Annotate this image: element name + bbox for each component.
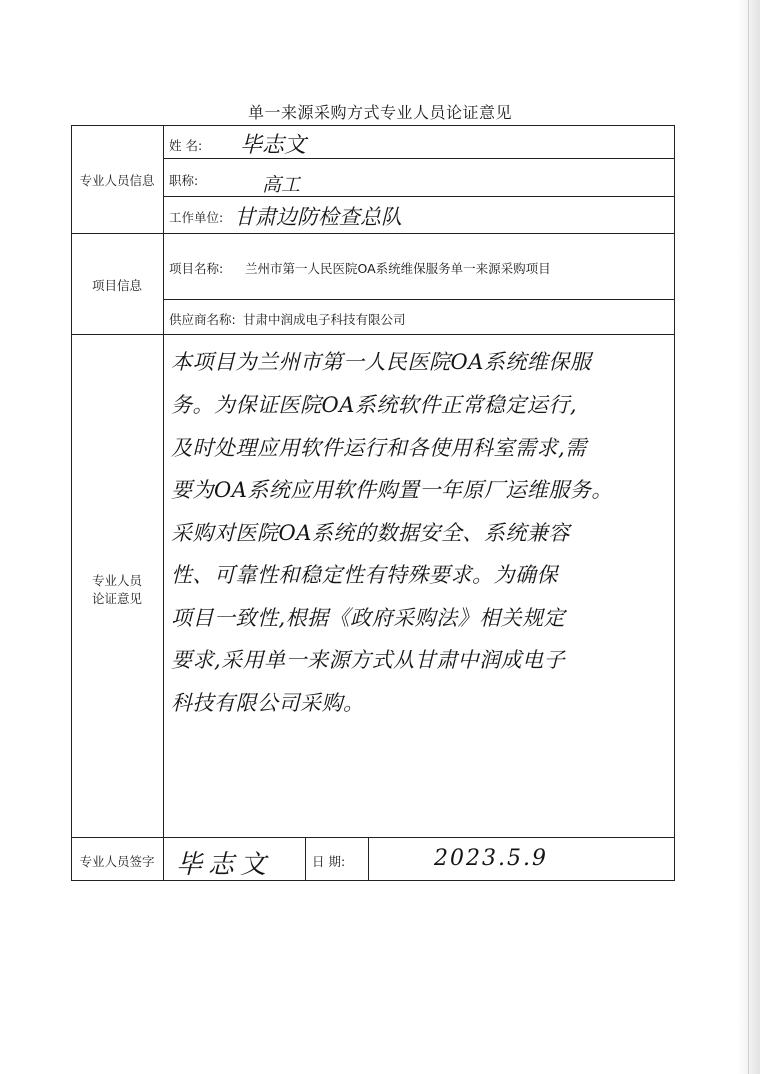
opinion-line: 要求,采用单一来源方式从甘肃中润成电子 bbox=[171, 648, 566, 672]
column-divider-date-label bbox=[305, 837, 306, 881]
row-divider-title bbox=[163, 196, 675, 197]
document-title: 单一来源采购方式专业人员论证意见 bbox=[247, 103, 512, 122]
date-label: 日 期: bbox=[312, 854, 346, 869]
opinion-line: 要为OA系统应用软件购置一年原厂运维服务。 bbox=[171, 478, 613, 502]
opinion-line: 项目一致性,根据《政府采购法》相关规定 bbox=[171, 606, 566, 630]
opinion-line: 性、可靠性和稳定性有特殊要求。为确保 bbox=[171, 563, 558, 587]
project-info-section-label: 项目信息 bbox=[91, 278, 142, 293]
employer-label: 工作单位: bbox=[169, 210, 224, 225]
opinion-text-block bbox=[163, 334, 675, 837]
review-form-table bbox=[71, 125, 675, 881]
date-value: 2023.5.9 bbox=[434, 846, 548, 871]
opinion-line: 科技有限公司采购。 bbox=[171, 691, 365, 715]
title-label: 职称: bbox=[169, 173, 199, 188]
opinion-line: 及时处理应用软件运行和各使用科室需求,需 bbox=[171, 436, 587, 460]
supplier-value: 甘肃中润成电子科技有限公司 bbox=[243, 312, 406, 327]
name-value: 毕志文 bbox=[240, 133, 307, 158]
supplier-label: 供应商名称: bbox=[169, 312, 236, 327]
opinion-line: 采购对医院OA系统的数据安全、系统兼容 bbox=[171, 521, 570, 545]
employer-value: 甘肃边防检查总队 bbox=[234, 205, 402, 229]
signature-value: 毕志文 bbox=[176, 850, 273, 880]
row-divider-project-name bbox=[163, 299, 675, 300]
opinion-line: 务。为保证医院OA系统软件正常稳定运行, bbox=[171, 393, 578, 417]
signature-label: 专业人员签字 bbox=[79, 854, 155, 869]
opinion-section-label-line1: 专业人员 bbox=[91, 573, 142, 588]
project-name-value: 兰州市第一人民医院OA系统维保服务单一来源采购项目 bbox=[245, 261, 551, 276]
expert-info-section-label: 专业人员信息 bbox=[79, 173, 155, 188]
opinion-line: 本项目为兰州市第一人民医院OA系统维保服 bbox=[171, 350, 592, 374]
title-value: 高工 bbox=[262, 174, 301, 196]
column-divider-date-value bbox=[368, 837, 369, 881]
name-label: 姓 名: bbox=[169, 138, 203, 153]
opinion-section-label-line2: 论证意见 bbox=[91, 591, 142, 606]
scan-page-edge bbox=[738, 0, 760, 1074]
project-name-label: 项目名称: bbox=[169, 261, 224, 276]
